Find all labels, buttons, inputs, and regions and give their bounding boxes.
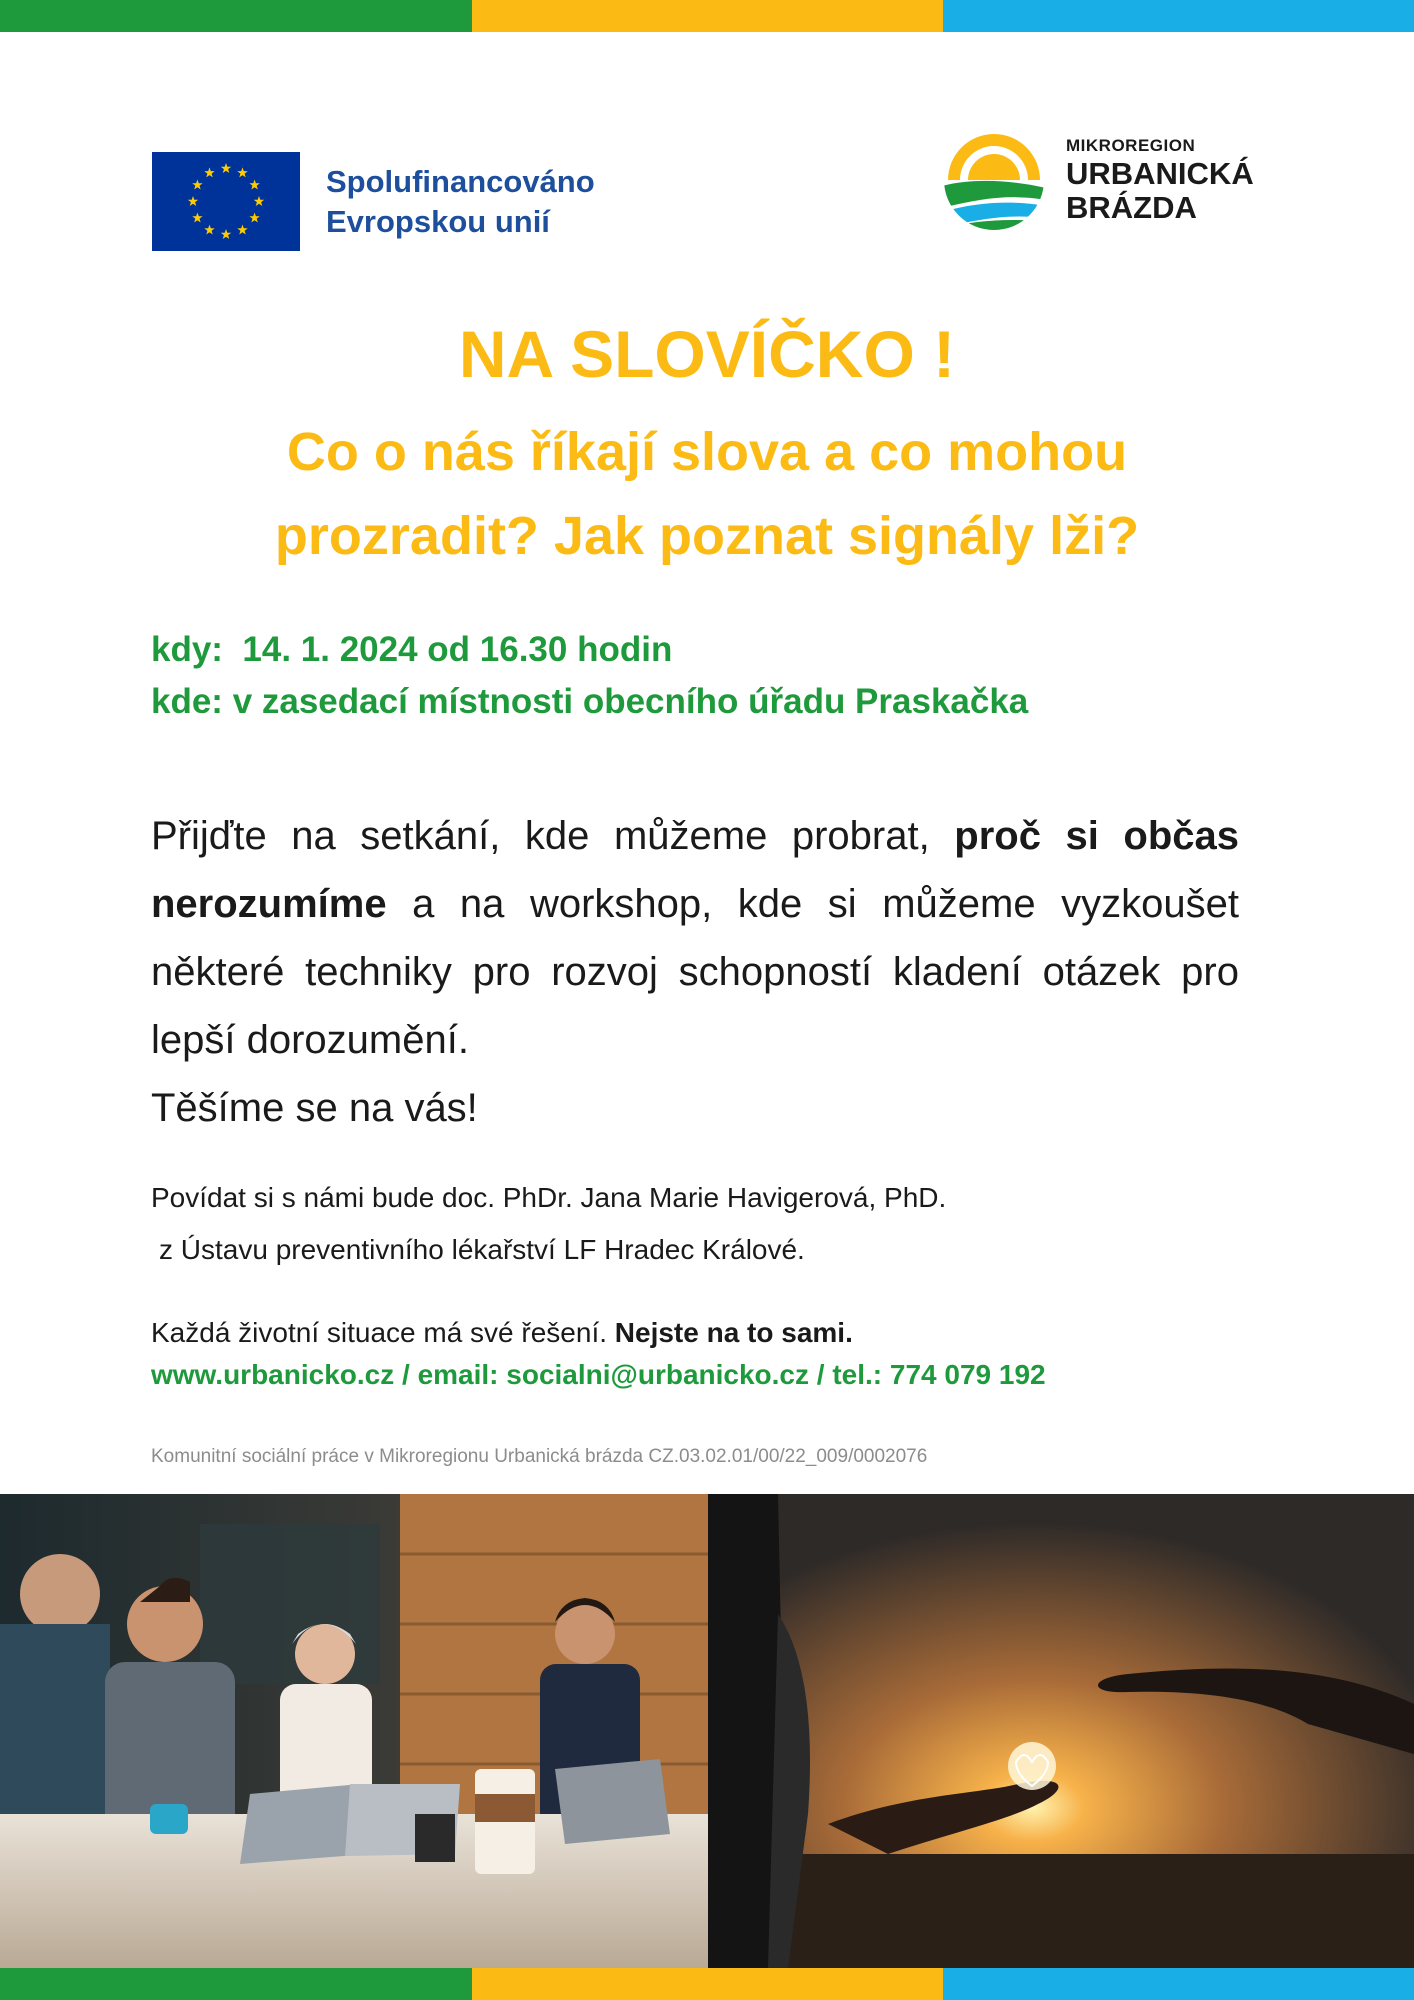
sunset-hands-photo [708,1494,1414,1968]
eu-star [204,225,214,235]
stripe-green [0,1968,472,2000]
invitation-part2: a na workshop, kde si můžeme vyzkoušet některé techniky pro rozvoj schopností kladení otázek pro lepší dorozumění. [151,882,1239,1062]
eu-logo-line1: Spolufinancováno [326,163,595,199]
subtitle-line2: prozradit? Jak poznat signály lži? [274,506,1140,566]
eu-flag-icon [152,152,300,251]
closing-line [151,1312,1046,1354]
contact-line[interactable]: www.urbanicko.cz / email: socialni@urbanicko.cz / tel.: 774 079 192 [151,1359,1046,1390]
eu-star [204,167,214,177]
stripe-green [0,0,472,32]
subtitle-line1: Co o nás říkají slova a co mohou [286,422,1128,482]
closing-bold: Nejste na to sami. [614,1317,853,1348]
invitation-bold: proč si občas nerozumíme [151,814,1239,926]
invitation-text [151,802,1239,1142]
project-footnote: Komunitní sociální práce v Mikroregionu Urbanická brázda CZ.03.02.01/00/22_009/0002076 [151,1446,928,1467]
stripe-yellow [472,1968,943,2000]
eu-star [188,196,198,206]
eu-star [221,229,231,239]
page-title: NA SLOVÍČKO ! [458,317,956,391]
region-logo-line3: BRÁZDA [1066,190,1197,225]
eu-cofunded-logo [152,152,595,251]
speaker-info [151,1172,946,1276]
event-info [151,624,1028,728]
region-logo-line2: URBANICKÁ [1066,156,1254,191]
eu-star [192,180,202,190]
eu-star [249,213,259,223]
stripe-blue [943,1968,1414,2000]
eu-logo-line2: Evropskou unií [326,203,550,239]
eu-star [254,196,264,206]
invitation-part1: Přijďte na setkání, kde můžeme probrat, [151,814,955,858]
event-where: kde: v zasedací místnosti obecního úřadu Praskačka [151,682,1029,721]
eu-star [249,180,259,190]
speaker-line1: Povídat si s námi bude doc. PhDr. Jana Marie Havigerová, PhD. [151,1182,947,1213]
region-logo [942,128,1254,232]
speaker-line2: z Ústavu preventivního lékařství LF Hradec Králové. [159,1234,805,1265]
eu-logo-text [326,162,595,242]
invitation-closing: Těšíme se na vás! [151,1086,478,1130]
stripe-blue [943,0,1414,32]
event-when: kdy: 14. 1. 2024 od 16.30 hodin [151,630,673,669]
stripe-yellow [472,0,943,32]
closing-text: Každá životní situace má své řešení. [151,1317,615,1348]
sun-over-fields-icon [942,128,1046,232]
region-logo-line1: MIKROREGION [1066,136,1196,155]
top-color-stripe [0,0,1414,32]
region-logo-text [1066,135,1254,225]
eu-star [237,225,247,235]
eu-star [221,163,231,173]
eu-star [192,213,202,223]
meeting-photo [0,1494,708,1968]
page-subtitle [120,410,1294,578]
closing-info [151,1312,1046,1396]
bottom-color-stripe [0,1968,1414,2000]
eu-star [237,167,247,177]
